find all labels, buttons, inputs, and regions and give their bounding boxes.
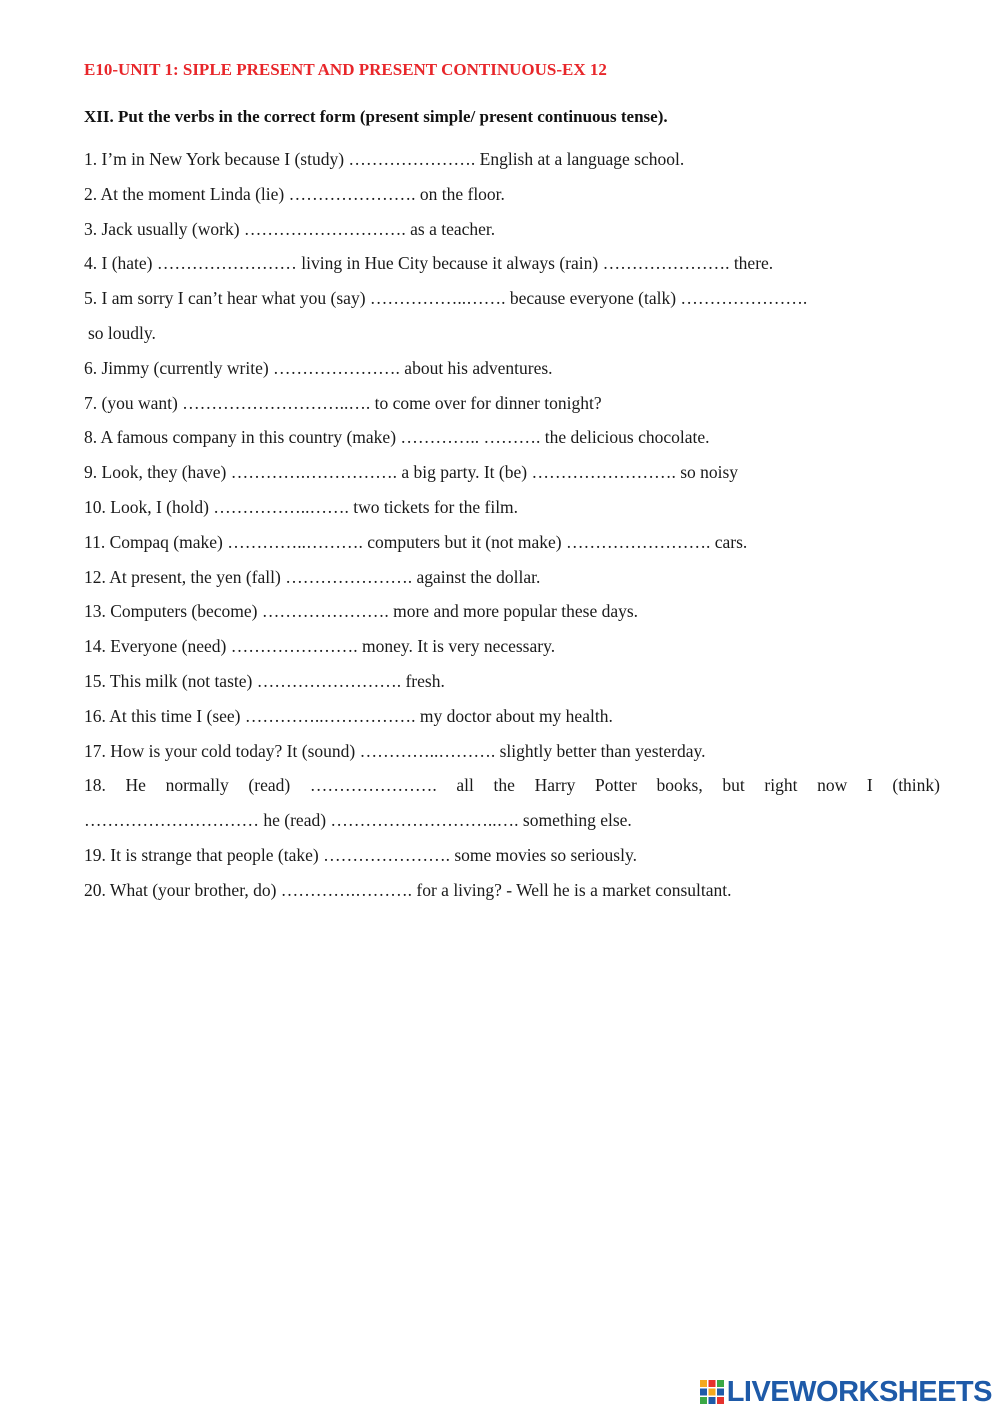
question-item: 15. This milk (not taste) ……………………. fresh. <box>84 670 445 691</box>
question-item: 17. How is your cold today? It (sound) …………..………. slightly better than yesterday. <box>84 740 706 761</box>
question-item: 1. I’m in New York because I (study) …………………. English at a language school. <box>84 149 685 169</box>
question-item: 10. Look, I (hold) ……………..……. two tickets for the film. <box>84 496 519 517</box>
question-line-continued: so loudly. <box>88 322 156 343</box>
liveworksheets-logo[interactable] <box>699 1377 992 1407</box>
question-item: 9. Look, they (have) ………….……………. a big party. It (be) ……………………. so noisy <box>84 462 739 483</box>
worksheet-title: E10-UNIT 1: SIPLE PRESENT AND PRESENT CONTINUOUS-EX 12 <box>84 60 607 79</box>
question-item: 16. At this time I (see) …………..……………. my doctor about my health. <box>84 705 613 726</box>
question-item: 4. I (hate) …………………… living in Hue City because it always (rain) …………………. there. <box>84 253 774 274</box>
question-item: 20. What (your brother, do) ………….………. for a living? - Well he is a market consultant. <box>84 879 732 900</box>
logo-text: LIVEWORKSHEETS <box>726 1376 992 1408</box>
question-item: 11. Compaq (make) …………..………. computers but it (not make) ……………………. cars. <box>84 531 748 552</box>
question-item: 7. (you want) ………………………..…. to come over for dinner tonight? <box>84 392 602 413</box>
question-item: 8. A famous company in this country (make) ………….. ………. the delicious chocolate. <box>84 427 710 448</box>
question-item: 3. Jack usually (work) ………………………. as a teacher. <box>84 218 496 239</box>
question-line-continued: ………………………… he (read) ………………………..…. something else. <box>84 810 632 831</box>
question-item <box>84 768 940 838</box>
question-list <box>84 142 940 908</box>
question-item <box>84 281 940 351</box>
question-line: 5. I am sorry I can’t hear what you (say) ……………..……. because everyone (talk) …………………. <box>84 288 808 309</box>
question-item: 12. At present, the yen (fall) …………………. against the dollar. <box>84 566 541 587</box>
question-item: 14. Everyone (need) …………………. money. It is very necessary. <box>84 636 556 657</box>
question-item: 19. It is strange that people (take) …………………. some movies so seriously. <box>84 844 637 865</box>
exercise-instruction: XII. Put the verbs in the correct form (present simple/ present continuous tense). <box>84 107 668 126</box>
question-item: 2. At the moment Linda (lie) …………………. on the floor. <box>84 183 505 204</box>
liveworksheets-logo-icon <box>699 1379 725 1405</box>
question-item: 6. Jimmy (currently write) …………………. about his adventures. <box>84 357 553 378</box>
question-item: 13. Computers (become) …………………. more and more popular these days. <box>84 601 639 622</box>
question-line: 18. He normally (read) …………………. all the Harry Potter books, but right now I (think) <box>84 775 940 796</box>
